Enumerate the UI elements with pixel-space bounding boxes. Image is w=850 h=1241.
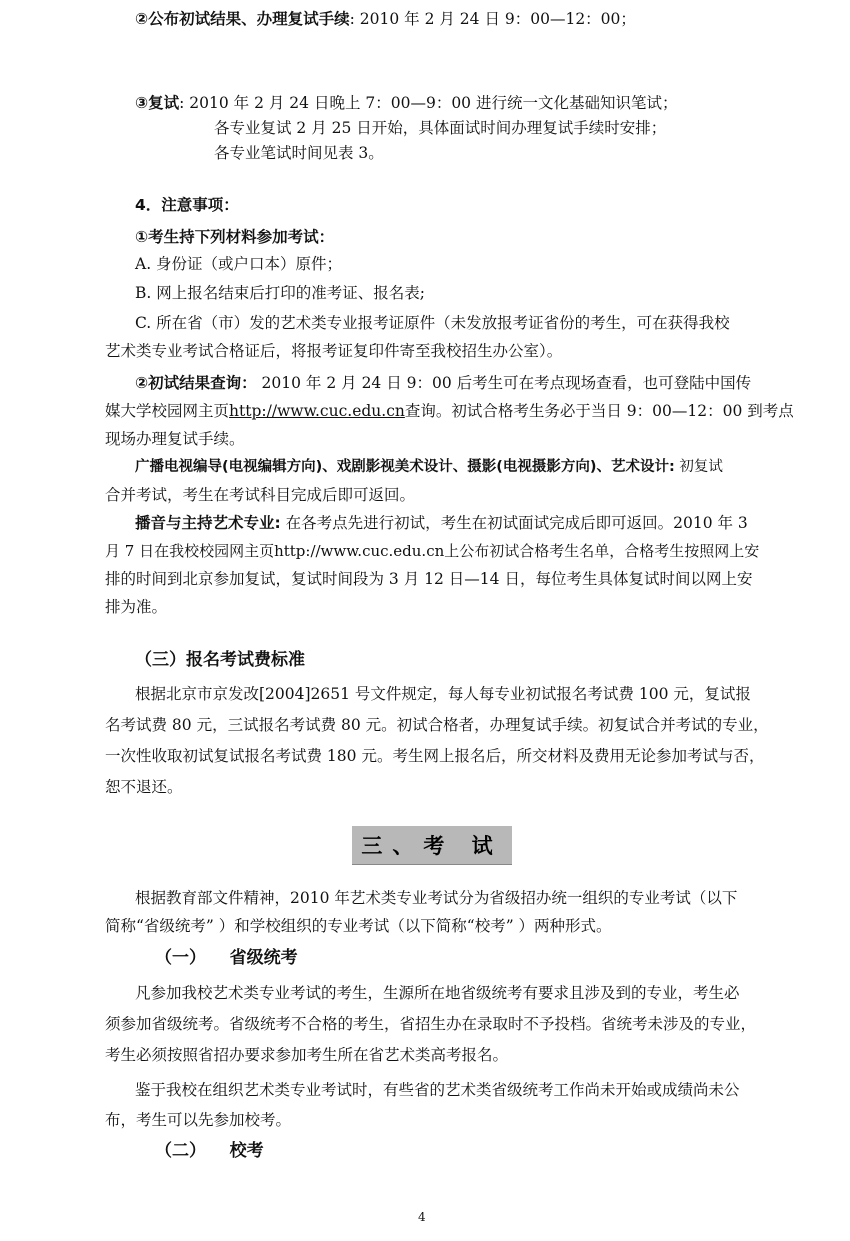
schedule-item-2-text: : 2010 年 2 月 24 日 9：00—12：00； [349, 10, 636, 28]
notes-combined-label: 广播电视编导(电视编辑方向)、戏剧影视美术设计、摄影(电视摄影方向)、艺术设计: [135, 459, 675, 475]
notes-broadcast-line2: 月 7 日在我校校园网主页http://www.cuc.edu.cn上公布初试合格考生名单，合格考生按照网上安 [105, 542, 760, 560]
fees-line3: 一次性收取初试复试报名考试费 180 元。考生网上报名后，所交材料及费用无论参加考试与否， [105, 747, 765, 765]
cuc-website-link[interactable]: http://www.cuc.edu.cn [229, 402, 405, 420]
notes-query-line2-pre: 媒大学校园网主页 [105, 402, 230, 420]
section-3-intro-line2: 简称“省级统考” ）和学校组织的专业考试（以下简称“校考” ）两种形式。 [105, 917, 612, 935]
notes-item-a: A. 身份证（或户口本）原件； [135, 255, 343, 273]
schedule-item-2-label: ②公布初试结果、办理复试手续 [135, 10, 350, 28]
notes-query-line2-post: 查询。初试合格考生务必于当日 9：00—12：00 到考点 [404, 402, 794, 420]
schedule-item-3-label: ③复试 [135, 94, 180, 112]
notes-item-c-line2: 艺术类专业考试合格证后，将报考证复印件寄至我校招生办公室）。 [105, 342, 563, 360]
section-3-sub1-line5: 布，考生可以先参加校考。 [105, 1111, 292, 1129]
notes-query-line2 [105, 401, 794, 421]
notes-combined-line1 [135, 457, 723, 477]
schedule-item-3-text: : 2010 年 2 月 24 日晚上 7：00—9：00 进行统一文化基础知识笔试； [179, 94, 678, 112]
notes-broadcast-text: 在各考点先进行初试，考生在初试面试完成后即可返回。2010 年 3 [280, 514, 748, 532]
fees-line4: 恕不退还。 [105, 778, 183, 796]
notes-query-text: 2010 年 2 月 24 日 9：00 后考生可在考点现场查看，也可登陆中国传 [256, 374, 752, 392]
notes-item-b: B. 网上报名结束后打印的准考证、报名表; [135, 284, 425, 302]
fees-line1: 根据北京市京发改[2004]2651 号文件规定，每人每专业初试报名考试费 100 元，复试报 [135, 685, 751, 703]
section-3-sub1-line1: 凡参加我校艺术类专业考试的考生，生源所在地省级统考有要求且涉及到的专业，考生必 [135, 984, 740, 1002]
section-3-intro-line1: 根据教育部文件精神，2010 年艺术类专业考试分为省级招办统一组织的专业考试（以下 [135, 889, 738, 907]
notes-broadcast-line1 [135, 513, 748, 533]
notes-heading: 4．注意事项： [135, 196, 239, 214]
section-3-sub1-line4: 鉴于我校在组织艺术类专业考试时，有些省的艺术类省级统考工作尚未开始或成绩尚未公 [135, 1081, 740, 1099]
notes-query-line3: 现场办理复试手续。 [105, 430, 245, 448]
notes-combined-text: 初复试 [674, 459, 723, 475]
schedule-item-3-line3: 各专业笔试时间见表 3。 [214, 144, 384, 162]
notes-broadcast-line3: 排的时间到北京参加复试，复试时间段为 3 月 12 日—14 日，每位考生具体复试时间以网上安 [105, 570, 753, 588]
notes-item-c-line1: C. 所在省（市）发的艺术类专业报考证原件（未发放报考证省份的考生，可在获得我校 [135, 314, 730, 332]
section-3-sub1-heading: （一） 省级统考 [155, 948, 298, 968]
notes-broadcast-line4: 排为准。 [105, 598, 168, 616]
schedule-item-2 [135, 9, 636, 29]
schedule-item-3-line2: 各专业复试 2 月 25 日开始，具体面试时间办理复试手续时安排； [214, 119, 667, 137]
section-3-sub2-heading: （二） 校考 [155, 1141, 264, 1161]
section-3-title: 三、考 试 [352, 826, 512, 865]
notes-query-line1 [135, 373, 751, 393]
page-number: 4 [418, 1210, 426, 1224]
fees-line2: 名考试费 80 元，三试报名考试费 80 元。初试合格者，办理复试手续。初复试合并考试的专业， [105, 716, 769, 734]
notes-broadcast-label: 播音与主持艺术专业: [135, 514, 281, 532]
notes-query-label: ②初试结果查询： [135, 374, 257, 392]
notes-combined-line2: 合并考试，考生在考试科目完成后即可返回。 [105, 486, 416, 504]
schedule-item-3 [135, 93, 677, 113]
fees-heading: （三）报名考试费标准 [135, 650, 305, 670]
section-3-sub1-line2: 须参加省级统考。省级统考不合格的考生，省招生办在录取时不予投档。省统考未涉及的专业， [105, 1015, 757, 1033]
notes-materials-label: ①考生持下列材料参加考试： [135, 228, 335, 246]
section-3-sub1-line3: 考生必须按照省招办要求参加考生所在省艺术类高考报名。 [105, 1046, 509, 1064]
